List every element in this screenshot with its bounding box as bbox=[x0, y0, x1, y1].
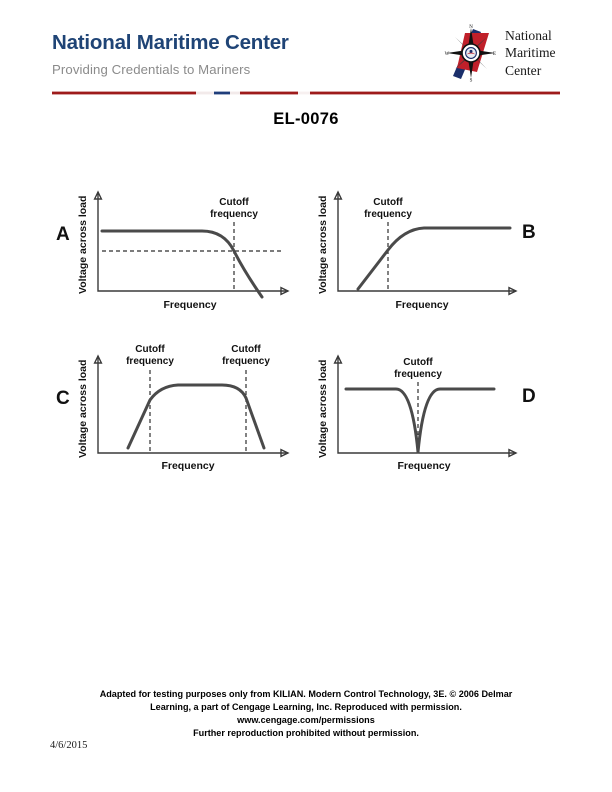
chart-panel-a bbox=[42, 172, 322, 322]
chart-panel-d bbox=[300, 332, 580, 482]
response-curve-d bbox=[346, 389, 494, 452]
cutoff-label-d-line2: frequency bbox=[394, 369, 442, 380]
cutoff-label-c1-line1: Cutoff bbox=[135, 344, 165, 355]
panel-letter-d: D bbox=[522, 386, 536, 407]
y-axis-label-c: Voltage across load bbox=[77, 359, 89, 458]
brand-subtitle: Providing Credentials to Mariners bbox=[52, 61, 251, 77]
svg-text:W: W bbox=[444, 52, 450, 57]
cutoff-label-b-line1: Cutoff bbox=[373, 197, 403, 208]
chart-panel-c bbox=[42, 332, 322, 482]
chart-panel-b bbox=[300, 172, 580, 322]
nmc-logo bbox=[443, 24, 556, 82]
logo-wordmark-line-3: Center bbox=[505, 62, 542, 78]
cutoff-label-a-line2: frequency bbox=[210, 209, 258, 220]
datestamp: 4/6/2015 bbox=[50, 740, 88, 751]
cutoff-label-c1-line2: frequency bbox=[126, 356, 174, 367]
footer-line-4: Further reproduction prohibited without permission. bbox=[193, 727, 419, 738]
footer-line-1: Adapted for testing purposes only from KILIAN. Modern Control Technology, 3E. © 2006 Delmar bbox=[99, 689, 513, 699]
panel-letter-c: C bbox=[56, 388, 70, 409]
response-curve-b bbox=[358, 228, 510, 289]
axes-a bbox=[98, 192, 288, 291]
svg-text:S: S bbox=[469, 78, 473, 82]
y-axis-label-d: Voltage across load bbox=[317, 359, 329, 458]
panel-letter-b: B bbox=[522, 222, 536, 243]
brand-title: National Maritime Center bbox=[52, 31, 289, 54]
header-divider bbox=[52, 91, 560, 95]
y-axis-label-b: Voltage across load bbox=[317, 195, 329, 294]
copyright-footer bbox=[0, 688, 612, 740]
x-axis-label-d: Frequency bbox=[397, 460, 451, 472]
filter-response-figure bbox=[0, 172, 612, 482]
compass-rose-icon bbox=[443, 24, 499, 82]
y-axis-label-a: Voltage across load bbox=[77, 195, 89, 294]
cutoff-label-c2-line2: frequency bbox=[222, 356, 270, 367]
page-title: EL-0076 bbox=[273, 110, 339, 128]
panel-letter-a: A bbox=[56, 224, 70, 245]
cutoff-label-a-line1: Cutoff bbox=[219, 197, 249, 208]
response-curve-a bbox=[102, 231, 262, 297]
logo-wordmark-line-1: National bbox=[505, 27, 552, 43]
x-axis-label-b: Frequency bbox=[395, 299, 449, 311]
footer-line-2: Learning, a part of Cengage Learning, Inc. Reproduced with permission. bbox=[150, 701, 462, 712]
cutoff-label-c2-line1: Cutoff bbox=[231, 344, 261, 355]
svg-text:N: N bbox=[469, 25, 473, 31]
brand-block bbox=[52, 33, 289, 76]
x-axis-label-c: Frequency bbox=[161, 460, 215, 472]
footer-permissions-url: www.cengage.com/permissions bbox=[237, 714, 375, 725]
response-curve-c bbox=[128, 385, 264, 448]
logo-wordmark-line-2: Maritime bbox=[505, 45, 556, 61]
axes-b bbox=[338, 192, 516, 291]
cutoff-label-b-line2: frequency bbox=[364, 209, 412, 220]
x-axis-label-a: Frequency bbox=[163, 299, 217, 311]
cutoff-label-d-line1: Cutoff bbox=[403, 357, 433, 368]
svg-text:E: E bbox=[492, 52, 497, 57]
logo-wordmark bbox=[505, 27, 556, 79]
page-header bbox=[0, 0, 612, 104]
